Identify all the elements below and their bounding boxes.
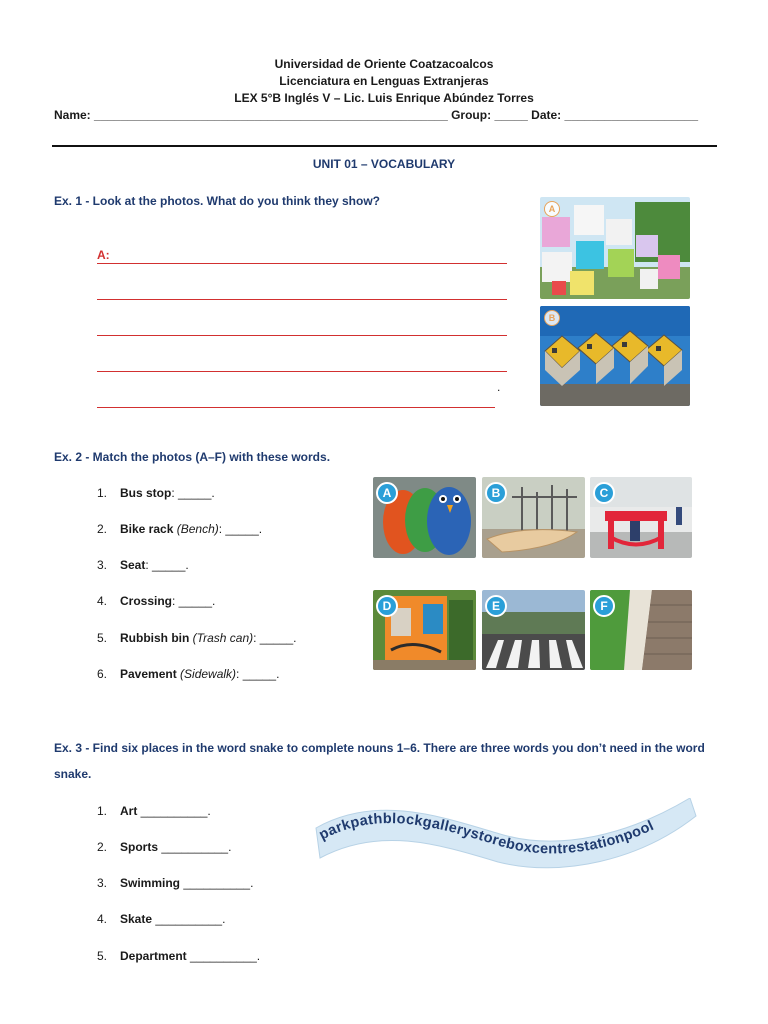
item-blank[interactable]: : _____. <box>218 522 263 536</box>
list-item <box>97 486 215 500</box>
ex1-answer-line[interactable] <box>97 300 507 336</box>
ex1-answer-line[interactable] <box>97 336 507 372</box>
course-line: LEX 5°B Inglés V – Lic. Luis Enrique Abúndez Torres <box>234 91 534 105</box>
unit-title: UNIT 01 – VOCABULARY <box>312 157 456 171</box>
program-name: Licenciatura en Lenguas Extranjeras <box>279 74 489 88</box>
ex1-answer-label: A: <box>97 248 110 262</box>
item-blank[interactable]: __________. <box>158 840 232 854</box>
ex2-photo-a <box>373 477 476 558</box>
list-item <box>97 804 211 818</box>
photo-a-badge: A <box>544 201 560 217</box>
item-blank[interactable]: : _____. <box>236 667 280 681</box>
item-number: 1. <box>97 486 108 500</box>
photo-b-badge: B <box>485 482 507 504</box>
list-item <box>97 667 279 681</box>
item-word: Department <box>120 949 187 963</box>
item-blank[interactable]: : _____. <box>172 594 216 608</box>
ex1-title: Ex. 1 - Look at the photos. What do you think they show? <box>54 194 381 208</box>
list-item <box>97 631 297 645</box>
photo-b-badge: B <box>544 310 560 326</box>
ex3-title: Ex. 3 - Find six places in the word snake to complete nouns 1–6. There are three words you don’t need in the word <box>54 741 705 755</box>
list-item <box>97 840 231 854</box>
ex1-photo-a <box>540 197 690 299</box>
item-number: 4. <box>97 912 108 926</box>
item-alt: (Sidewalk) <box>180 667 237 681</box>
list-item <box>97 594 215 608</box>
item-blank[interactable]: : _____. <box>253 631 297 645</box>
name-label: Name: <box>54 108 91 122</box>
item-alt: (Bench) <box>176 522 219 536</box>
item-word: Sports <box>120 840 159 854</box>
date-field[interactable]: ____________________ <box>564 108 698 122</box>
header-divider <box>52 145 717 147</box>
item-alt: (Trash can) <box>192 631 254 645</box>
ex2-photo-f <box>590 590 692 670</box>
item-word: Seat <box>120 558 146 572</box>
group-field[interactable]: _____ <box>494 108 528 122</box>
item-word: Art <box>120 804 138 818</box>
item-word: Bike rack <box>120 522 177 536</box>
ex1-end-mark: . <box>497 380 501 394</box>
group-label: Group: <box>451 108 492 122</box>
item-blank[interactable]: __________. <box>180 876 254 890</box>
item-number: 5. <box>97 631 108 645</box>
university-name: Universidad de Oriente Coatzacoalcos <box>274 57 494 71</box>
document-header <box>0 56 768 107</box>
photo-e-badge: E <box>485 595 507 617</box>
item-blank[interactable]: : _____. <box>171 486 215 500</box>
student-info-line <box>54 108 719 122</box>
ex2-title: Ex. 2 - Match the photos (A–F) with these words. <box>54 450 331 464</box>
item-word: Skate <box>120 912 153 926</box>
item-number: 2. <box>97 840 108 854</box>
item-blank[interactable]: __________. <box>137 804 211 818</box>
item-blank[interactable]: : _____. <box>145 558 189 572</box>
ex3-title-continued: snake. <box>54 767 92 781</box>
ex2-photo-b <box>482 477 585 558</box>
item-number: 5. <box>97 949 108 963</box>
date-label: Date: <box>531 108 562 122</box>
list-item <box>97 949 260 963</box>
list-item <box>97 522 262 536</box>
item-blank[interactable]: __________. <box>152 912 226 926</box>
item-word: Bus stop <box>120 486 172 500</box>
list-item <box>97 912 225 926</box>
item-number: 6. <box>97 667 108 681</box>
list-item <box>97 876 253 890</box>
item-number: 3. <box>97 876 108 890</box>
item-number: 4. <box>97 594 108 608</box>
list-item <box>97 558 189 572</box>
ex1-answer-area <box>97 228 507 408</box>
photo-c-badge: C <box>593 482 615 504</box>
ex1-answer-line[interactable] <box>97 372 495 408</box>
name-field[interactable]: _____________________________________________________ <box>94 108 448 122</box>
ex1-answer-line[interactable] <box>97 228 507 264</box>
ex2-photo-c <box>590 477 692 558</box>
photo-f-badge: F <box>593 595 615 617</box>
ex2-photo-d <box>373 590 476 670</box>
item-word: Crossing <box>120 594 173 608</box>
item-number: 2. <box>97 522 108 536</box>
item-number: 3. <box>97 558 108 572</box>
snake-text: parkpathblockgallerystoreboxcentrestationpool <box>316 811 657 858</box>
item-word: Swimming <box>120 876 181 890</box>
word-snake <box>310 798 700 878</box>
item-word: Pavement <box>120 667 181 681</box>
item-number: 1. <box>97 804 108 818</box>
ex1-answer-line[interactable] <box>97 264 507 300</box>
item-word: Rubbish bin <box>120 631 193 645</box>
ex1-photo-b <box>540 306 690 406</box>
photo-a-badge: A <box>376 482 398 504</box>
item-blank[interactable]: __________. <box>186 949 261 963</box>
photo-d-badge: D <box>376 595 398 617</box>
ex2-photo-e <box>482 590 585 670</box>
